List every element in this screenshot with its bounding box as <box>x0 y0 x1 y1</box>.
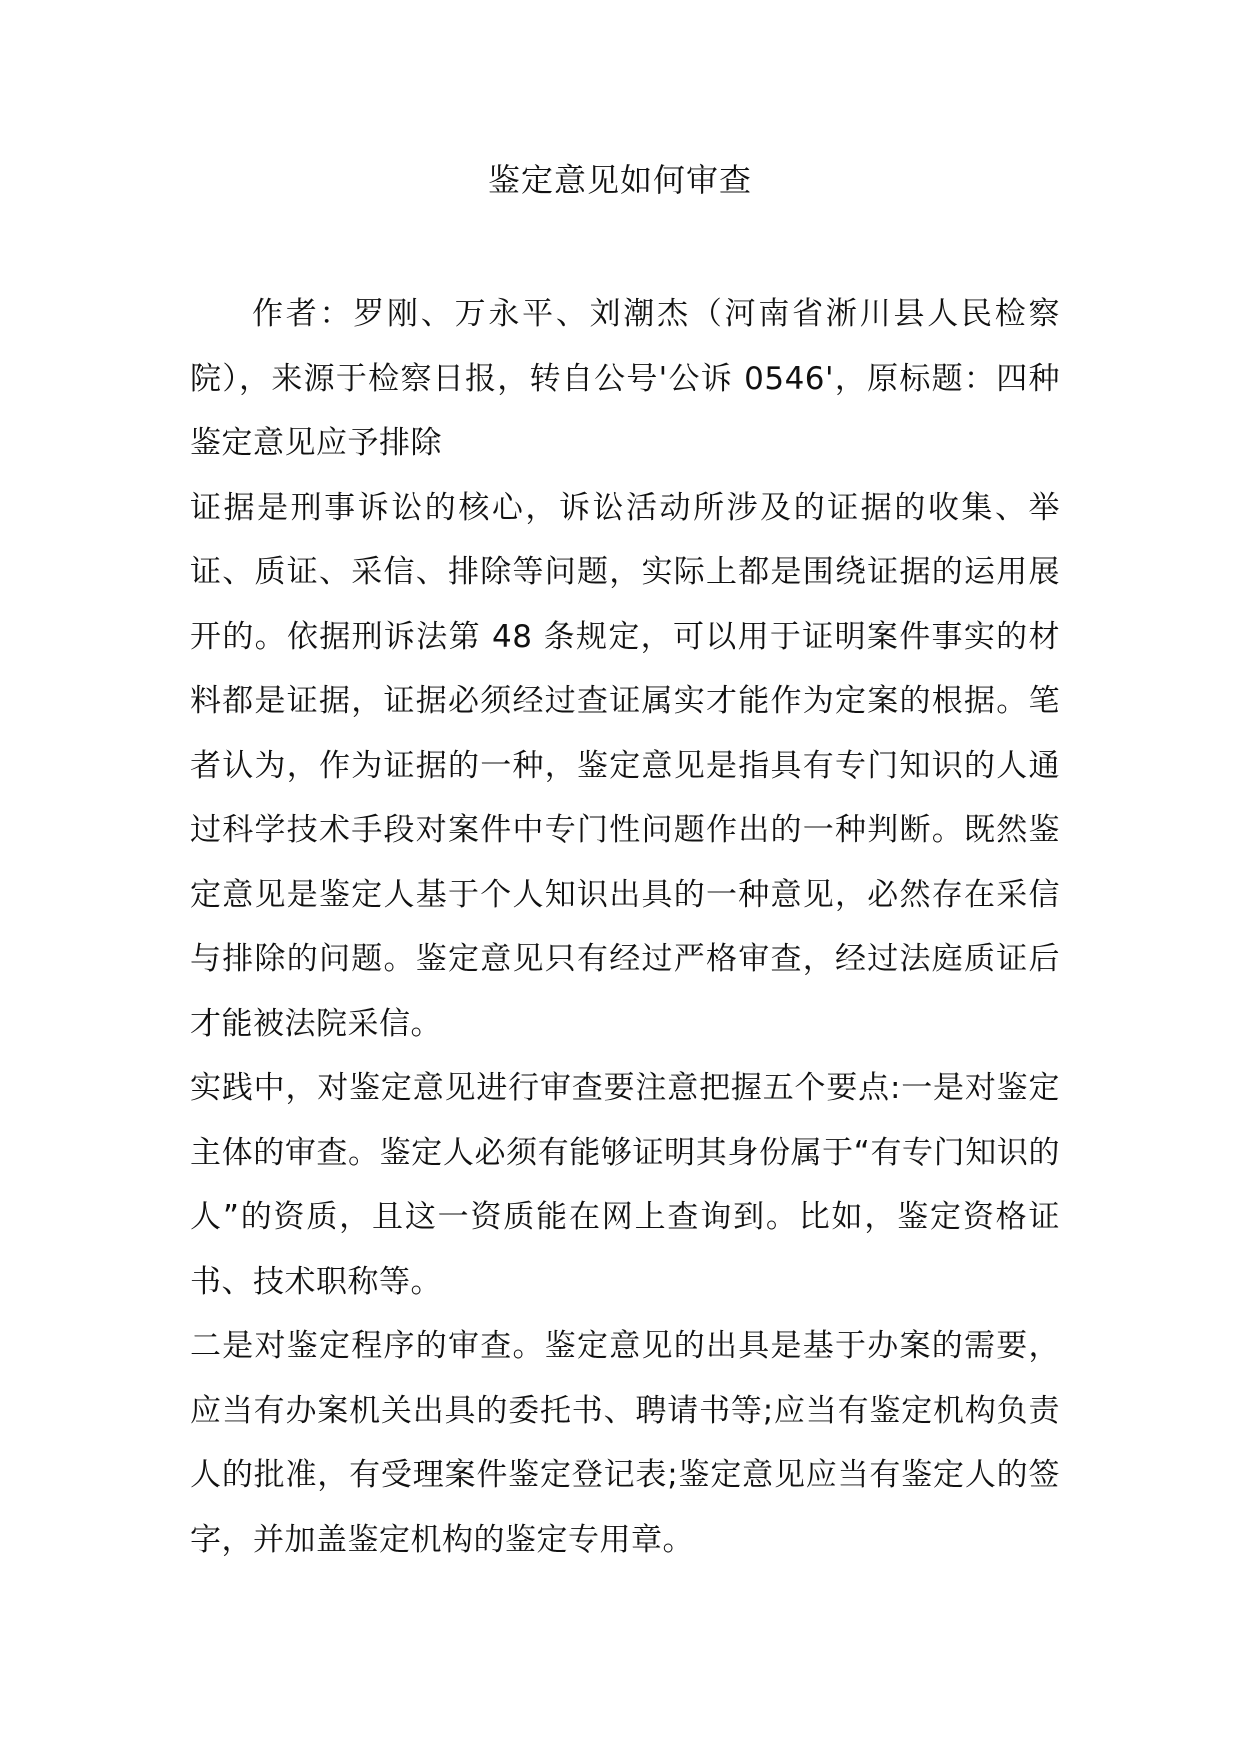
body-paragraph-3: 二是对鉴定程序的审查。鉴定意见的出具是基于办案的需要，应当有办案机关出具的委托书、聘请书等;应当有鉴定机构负责人的批准，有受理案件鉴定登记表;鉴定意见应当有鉴定人的签字，并加盖鉴定机构的鉴定专用章。 <box>190 1328 1060 1558</box>
document-title: 鉴定意见如何审查 <box>487 161 752 199</box>
body-paragraph-1: 证据是刑事诉讼的核心，诉讼活动所涉及的证据的收集、举证、质证、采信、排除等问题，实际上都是围绕证据的运用展开的。依据刑诉法第 48 条规定，可以用于证明案件事实的材料都是证据，证据必须经过查证属实才能作为定案的根据。笔者认为，作为证据的一种，鉴定意见是指具有专门知识的人通过科学技术手段对案件中专门性问题作出的一种判断。既然鉴定意见是鉴定人基于个人知识出具的一种意见，必然存在采信与排除的问题。鉴定意见只有经过严格审查，经过法庭质证后才能被法院采信。 <box>190 489 1060 1042</box>
author-paragraph: 作者：罗刚、万永平、刘潮杰（河南省淅川县人民检察院），来源于检察日报，转自公号'公诉 0546'，原标题：四种鉴定意见应予排除 <box>190 296 1060 461</box>
body-paragraph-2: 实践中，对鉴定意见进行审查要注意把握五个要点:一是对鉴定主体的审查。鉴定人必须有能够证明其身份属于“有专门知识的人”的资质，且这一资质能在网上查询到。比如，鉴定资格证书、技术职称等。 <box>190 1070 1060 1300</box>
document-body <box>190 282 1060 1572</box>
